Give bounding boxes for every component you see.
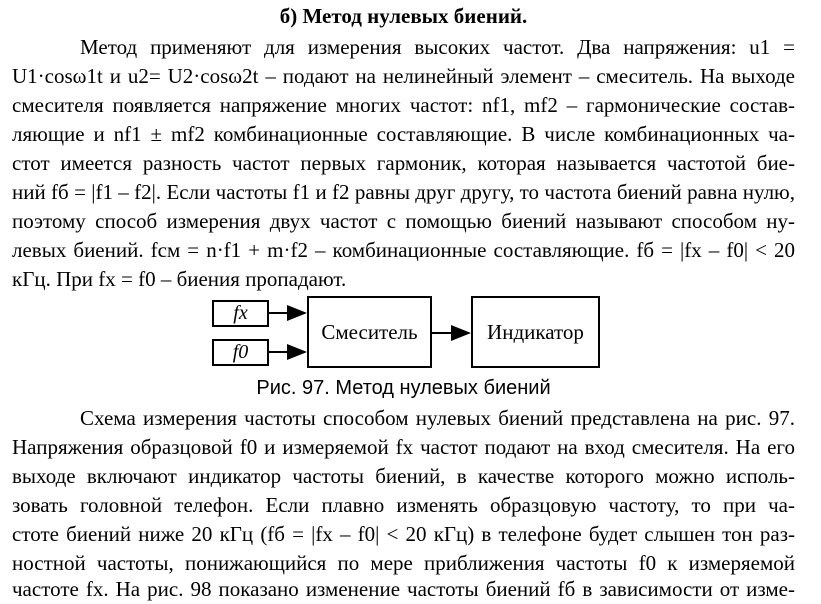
indicator-label: Индикатор	[487, 319, 584, 344]
paragraph2-line-6: ностной частоты, понижающийся по мере приближения частоты f0 к измеряемой	[12, 551, 795, 575]
paragraph2-line-3: выходе включают индикатор частоты биений, в качестве которого можно исполь-	[12, 464, 795, 488]
paragraph1-line-6: ний fб = |f1 – f2|. Если частоты f1 и f2 равны друг другу, то частота биений равна нулю,	[12, 180, 795, 204]
paragraph1-line-9: кГц. При fx = f0 – биения пропадают.	[12, 267, 347, 291]
paragraph1-line-7: поэтому способ измерения двух частот с помощью биений называют способом ну-	[12, 209, 795, 233]
input-f0-label: f0	[232, 341, 249, 363]
paragraph2-line-4: зовать головной телефон. Если плавно изменять образцовую частоту, то при ча-	[12, 493, 795, 517]
mixer-label: Смеситель	[321, 319, 418, 344]
paragraph1-line-2: U1·cosω1t и u2= U2·cosω2t – подают на нелинейный элемент – смеситель. На выходе	[12, 64, 795, 88]
paragraph2-line-7: частоте fx. На рис. 98 показано изменение частоты биений fб в зависимости от изме-	[12, 577, 795, 601]
section-heading: б) Метод нулевых биений.	[279, 4, 528, 28]
paragraph1-line-4: ляющие и nf1 ± mf2 комбинационные составляющие. В числе комбинационных ча-	[12, 122, 795, 146]
paragraph2-line-2: Напряжения образцовой f0 и измеряемой fx частот подают на вход смесителя. На его	[12, 435, 795, 459]
paragraph1-line-8: левых биений. fсм = n·f1 + m·f2 – комбинационные составляющие. fб = |fx – f0| < 20	[12, 238, 795, 262]
figure-caption: Рис. 97. Метод нулевых биений	[256, 377, 551, 399]
input-fx-label: fx	[233, 302, 248, 324]
paragraph1-line-5: стот имеется разность частот первых гармоник, которая называется частотой бие-	[12, 151, 795, 175]
paragraph1-line-1: Метод применяют для измерения высоких частот. Два напряжения: u1 =	[80, 35, 795, 59]
paragraph2-line-1: Схема измерения частоты способом нулевых биений представлена на рис. 97.	[80, 406, 795, 430]
paragraph2-line-5: стоте биений ниже 20 кГц (fб = |fx – f0| < 20 кГц) в телефоне будет слышен тон раз-	[12, 522, 795, 546]
paragraph1-line-3: смесителя появляется напряжение многих частот: nf1, mf2 – гармонические состав-	[12, 93, 795, 117]
